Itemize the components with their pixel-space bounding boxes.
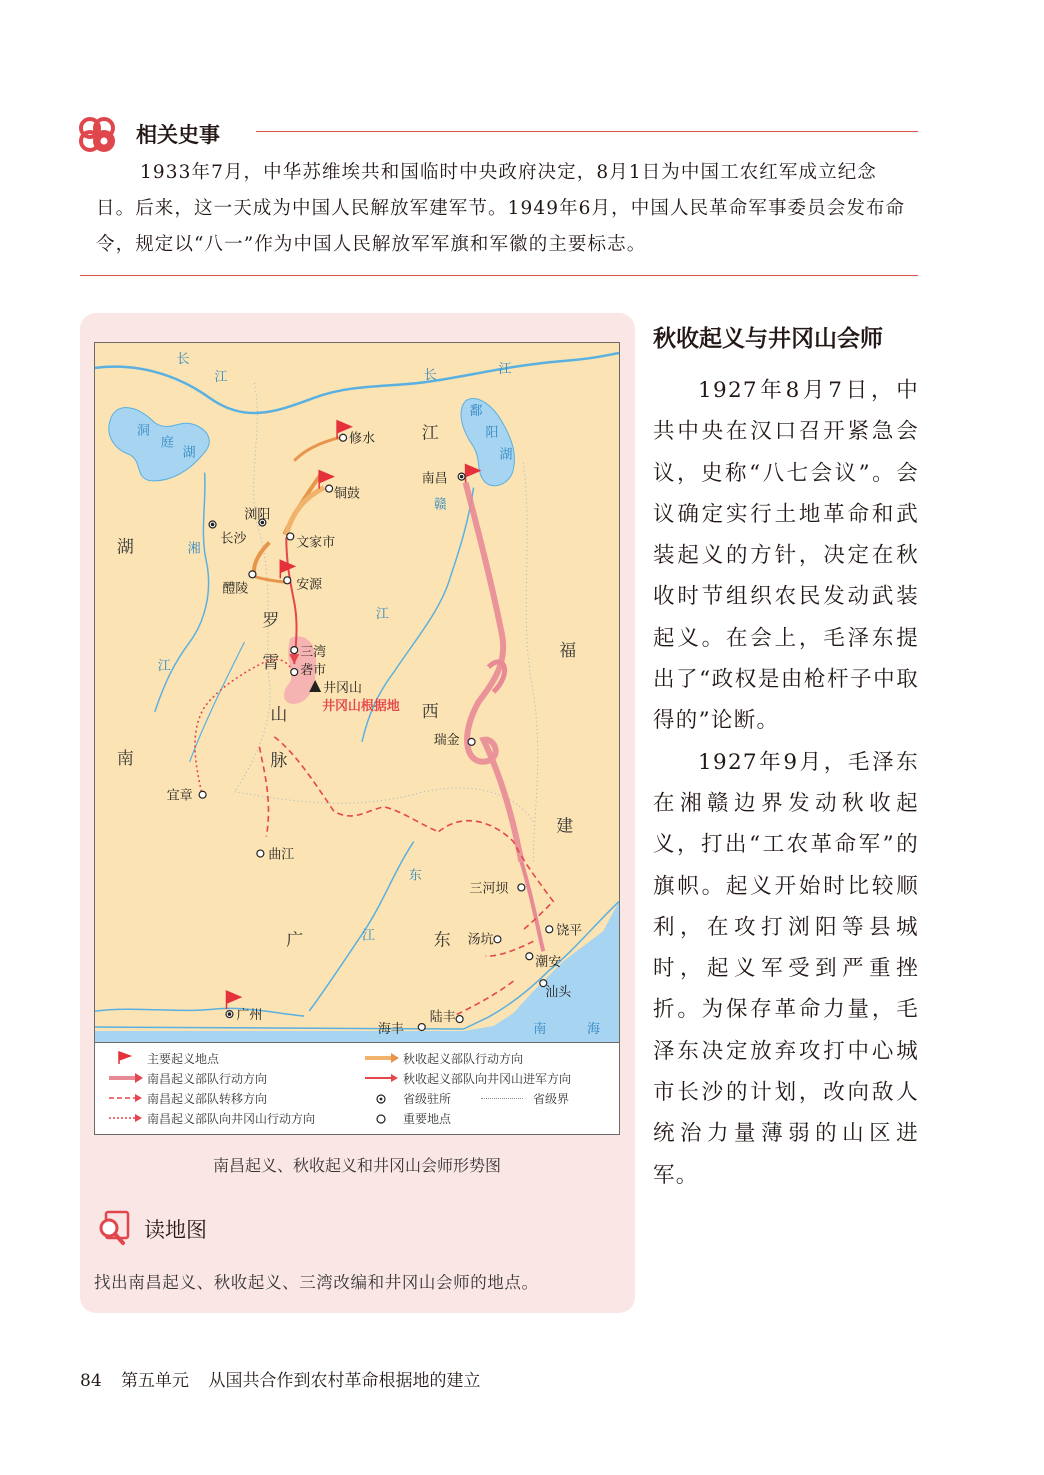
water-label: 海 [587, 1022, 601, 1038]
place-label: 铜鼓 [334, 486, 360, 502]
related-history-title: 相关史事 [136, 123, 220, 147]
water-label: 江 [361, 928, 375, 944]
legend-label: 省级驻所 [403, 1092, 452, 1106]
magnifier-icon [96, 1210, 132, 1246]
legend-capital-icon [375, 1093, 387, 1105]
water-label: 江 [157, 659, 171, 675]
province-label: 湖 [116, 536, 134, 557]
place-label: 南昌 [421, 471, 448, 487]
water-label: 长 [176, 351, 190, 367]
unit-title: 从国共合作到农村革命根据地的建立 [208, 1371, 481, 1391]
province-label: 福 [559, 640, 577, 661]
place-label: 陆丰 [429, 1010, 456, 1026]
place-label: 三河坝 [469, 881, 509, 897]
water-label: 江 [375, 607, 389, 623]
water-label: 江 [498, 361, 512, 377]
unit-label: 第五单元 [121, 1371, 190, 1391]
water-label: 东 [408, 868, 422, 884]
water-label: 南 [533, 1022, 547, 1038]
body-paragraph: 1927年9月，毛泽东在湘赣边界发动秋收起义，打出“工农革命军”的旗帜。起义开始时比较顺利，在攻打浏阳等县城时，起义军受到严重挫折。为保存革命力量，毛泽东决定放弃攻打中心城市长沙的计划，改向敌人统治力量薄弱的山区进军。 [653, 749, 919, 1188]
legend-place-icon [375, 1113, 387, 1125]
water-label: 湘 [187, 541, 201, 557]
legend-label: 主要起义地点 [147, 1052, 220, 1066]
legend-label: 秋收起义部队行动方向 [403, 1052, 524, 1066]
body-text [653, 370, 919, 1196]
water-label: 长 [423, 367, 437, 383]
province-label: 江 [421, 422, 439, 443]
legend-label: 重要地点 [403, 1112, 452, 1126]
place-label: 汤坑 [467, 932, 494, 948]
place-label: 海丰 [377, 1022, 404, 1038]
read-map-title: 读地图 [144, 1218, 207, 1242]
related-history-bottom-rule [80, 275, 918, 276]
province-label: 东 [433, 929, 451, 950]
read-map-text: 找出南昌起义、秋收起义、三湾改编和井冈山会师的地点。 [94, 1273, 539, 1292]
legend-flag-icon [117, 1051, 133, 1065]
place-label: 饶平 [556, 923, 583, 939]
place-label: 修水 [349, 431, 375, 447]
place-label: 瑞金 [433, 732, 460, 748]
page-footer [80, 1366, 494, 1391]
water-label: 庭 [160, 435, 174, 451]
place-label: 宜章 [166, 788, 193, 804]
mountain-label: 霄 [262, 652, 280, 673]
place-label: 文家市 [296, 535, 336, 551]
place-label: 汕头 [545, 985, 572, 1001]
province-label: 广 [286, 929, 304, 950]
place-label: 砻市 [300, 663, 327, 679]
water-label: 鄱 [469, 403, 483, 419]
legend-label: 南昌起义部队向井冈山行动方向 [147, 1112, 316, 1126]
mountain-label: 山 [270, 703, 288, 724]
historical-map [94, 342, 620, 1043]
legend-label: 秋收起义部队向井冈山进军方向 [403, 1072, 572, 1086]
legend-solid-arrow-icon [109, 1073, 143, 1083]
page-number: 84 [80, 1371, 102, 1391]
related-history-top-rule [256, 131, 918, 132]
water-label: 湖 [499, 447, 513, 463]
province-label: 南 [116, 747, 134, 768]
body-paragraph: 1927年8月7日，中共中央在汉口召开紧急会议，史称“八七会议”。会议确定实行土地革命和武装起义的方针，决定在秋收时节组织农民发动武装起义。在会上，毛泽东提出了“政权是由枪杆子中取得的”论断。 [653, 378, 919, 734]
related-history-icon [78, 114, 120, 154]
legend-boundary-line [481, 1098, 523, 1099]
legend-label: 省级界 [533, 1092, 570, 1106]
map-caption: 南昌起义、秋收起义和井冈山会师形势图 [212, 1156, 501, 1175]
legend-label: 南昌起义部队转移方向 [147, 1092, 268, 1106]
province-label: 西 [421, 700, 439, 721]
base-area-label: 井冈山根据地 [322, 698, 400, 714]
section-title: 秋收起义与井冈山会师 [653, 326, 883, 352]
province-label: 建 [556, 815, 574, 836]
place-label: 曲江 [268, 847, 295, 863]
legend-orange-arrow-icon [365, 1053, 399, 1063]
water-label: 洞 [136, 423, 150, 439]
water-label: 阳 [485, 425, 499, 441]
place-label: 三湾 [300, 645, 327, 661]
mountain-label: 罗 [262, 610, 280, 631]
place-label: 长沙 [220, 531, 247, 547]
legend-red-arrow-icon [365, 1073, 399, 1083]
water-label: 赣 [433, 497, 447, 513]
legend-dotted-arrow-icon [109, 1113, 143, 1123]
map-legend [94, 1043, 620, 1135]
water-label: 湖 [182, 445, 196, 461]
place-label: 潮安 [535, 955, 562, 971]
related-history-paragraph: 1933年7月，中华苏维埃共和国临时中央政府决定，8月1日为中国工农红军成立纪念日。后来，这一天成为中国人民解放军建军节。1949年6月，中国人民革命军事委员会发布命令，规定以“八一”作为中国人民解放军军旗和军徽的主要标志。 [96, 162, 906, 255]
legend-label: 南昌起义部队行动方向 [147, 1072, 268, 1086]
water-label: 江 [214, 369, 228, 385]
place-label: 安源 [296, 577, 323, 593]
place-label: 浏阳 [244, 507, 271, 523]
place-label: 醴陵 [222, 581, 249, 597]
place-label: 井冈山 [323, 680, 362, 697]
mountain-label: 脉 [270, 749, 288, 770]
place-label: 广州 [236, 1008, 263, 1024]
related-history-text [96, 155, 916, 263]
legend-dashed-arrow-icon [109, 1093, 143, 1103]
